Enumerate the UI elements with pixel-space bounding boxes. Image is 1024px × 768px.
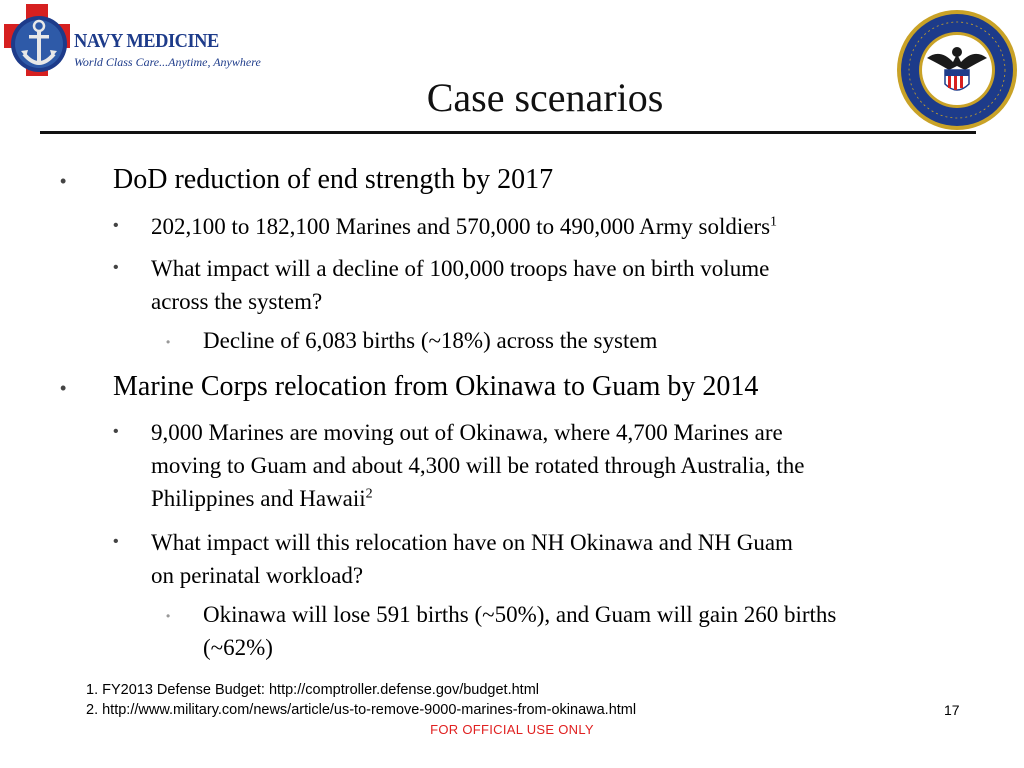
bullet-relocation: Marine Corps relocation from Okinawa to Guam by 2014 — [113, 371, 759, 402]
bullet-dod-reduction: DoD reduction of end strength by 2017 — [113, 164, 554, 195]
footnote-ref-2: 2 — [365, 486, 373, 502]
bullet-text-line: What impact will this relocation have on NH Okinawa and NH Guam — [151, 530, 793, 555]
bullet-text-line: Okinawa will lose 591 births (~50%), and Guam will gain 260 births — [203, 602, 837, 627]
bullet-marines-moving — [151, 416, 804, 515]
bullet-text-line: across the system? — [151, 289, 323, 314]
bullet-births-change — [203, 598, 836, 664]
bullet-marker: • — [113, 259, 119, 276]
bullet-marker: • — [113, 217, 119, 234]
bullet-birth-volume-question — [151, 252, 769, 318]
bullet-marker: • — [60, 171, 67, 191]
footnote-ref-1: 1 — [770, 214, 778, 230]
bullet-marker: • — [166, 609, 171, 623]
logo-title: NAVY MEDICINE — [74, 30, 219, 52]
bullet-workload-question — [151, 526, 793, 592]
navy-seal-icon — [895, 8, 1019, 132]
bullet-marker: • — [113, 423, 119, 440]
bullet-text-line: (~62%) — [203, 635, 273, 660]
bullet-marker: • — [60, 378, 67, 398]
bullet-text-line: on perinatal workload? — [151, 563, 364, 588]
reference-2: 2. http://www.military.com/news/article/us-to-remove-9000-marines-from-okinawa.html — [86, 702, 637, 718]
bullet-text: 202,100 to 182,100 Marines and 570,000 to 490,000 Army soldiers — [151, 214, 771, 239]
anchor-cross-icon — [4, 4, 74, 100]
bullet-marker: • — [113, 533, 119, 550]
logo-tagline: World Class Care...Anytime, Anywhere — [74, 55, 261, 69]
bullet-troop-numbers — [151, 210, 777, 243]
bullet-text-line: 9,000 Marines are moving out of Okinawa, where 4,700 Marines are — [151, 420, 783, 445]
page-number: 17 — [944, 702, 960, 718]
slide-title: Case scenarios — [426, 75, 664, 120]
references — [86, 680, 636, 720]
title-divider — [40, 131, 976, 134]
bumed-seal — [895, 8, 1019, 132]
bullet-text-line: moving to Guam and about 4,300 will be rotated through Australia, the — [151, 453, 805, 478]
bullet-text: Philippines and Hawaii — [151, 486, 366, 511]
bullet-marker: • — [166, 335, 171, 349]
bullet-birth-decline: Decline of 6,083 births (~18%) across the system — [203, 328, 658, 353]
reference-1: 1. FY2013 Defense Budget: http://comptroller.defense.gov/budget.html — [86, 682, 540, 698]
navy-medicine-logo — [4, 4, 261, 100]
bullet-text-line: What impact will a decline of 100,000 troops have on birth volume — [151, 256, 770, 281]
bullet-text-line — [151, 482, 804, 515]
classification-label: FOR OFFICIAL USE ONLY — [430, 722, 594, 737]
